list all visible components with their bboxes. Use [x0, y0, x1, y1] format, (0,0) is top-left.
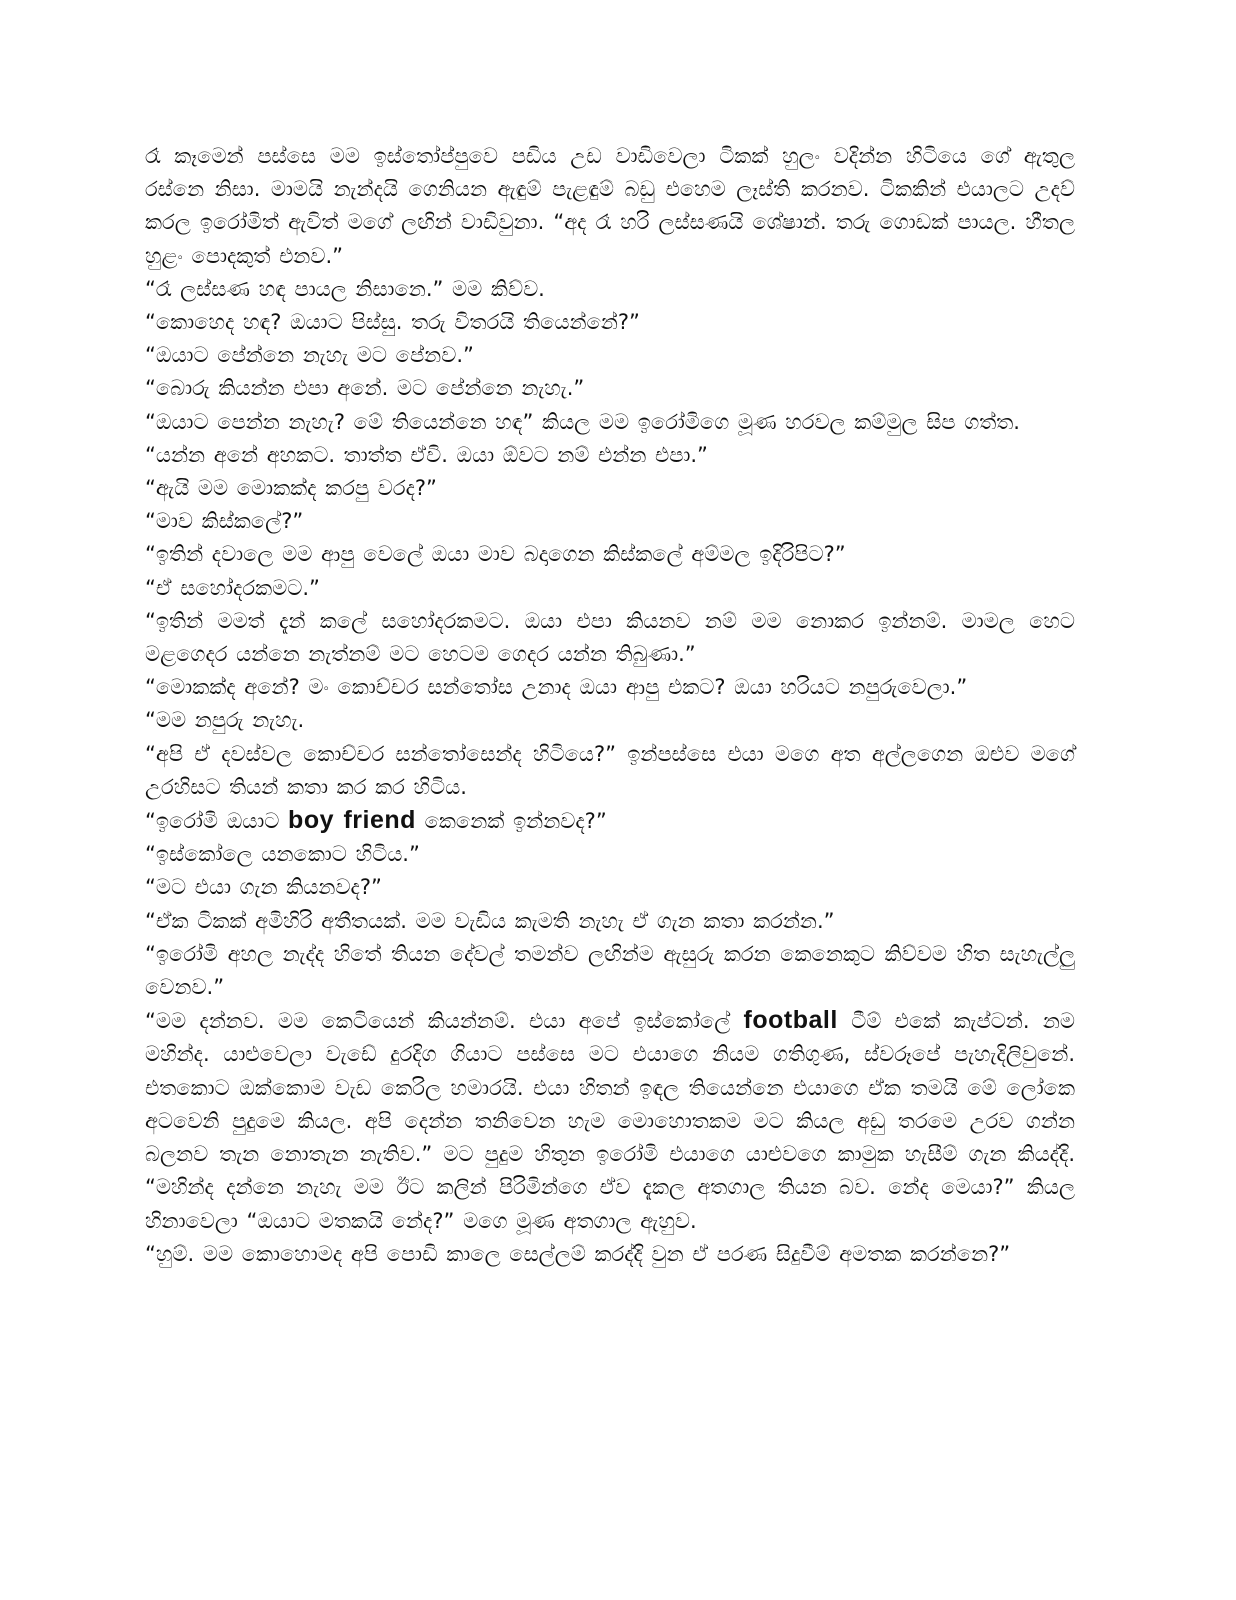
paragraph-text: “ඉතින් මමත් දැන් කලේ සහෝදරකමට. ඔයා එපා කියනව නම් මම නොකර ඉන්නම්. මාමල හෙට මළගෙදර යන්නෙ නැත්නම් මට හෙටම ගෙදර යන්න තිබුණා.” [145, 608, 1075, 667]
paragraph [145, 505, 1075, 538]
paragraph [145, 572, 1075, 605]
paragraph-text: “ඔයාට පෙන්න නැහැ? මේ තියෙන්නෙ හඳ” කියල මම ඉරෝමිගෙ මූණ හරවල කම්මුල සිප ගත්ත. [145, 409, 1020, 434]
paragraph-text: කෙනෙක් ඉන්නවද?” [415, 809, 607, 834]
paragraph-text: “මාව කිස්කලේ?” [145, 509, 304, 534]
paragraph [145, 1004, 1075, 1237]
paragraph [145, 273, 1075, 306]
paragraph-text: “ඉරෝමි අහල නැද්ද හිතේ තියන දේවල් තමන්ව ලඟින්ම ඇසුරු කරන කෙනෙකුට කිව්වම හිත සැහැල්ලු වෙනව.” [145, 941, 1075, 1000]
paragraph [145, 838, 1075, 871]
paragraph [145, 605, 1075, 671]
paragraph-text: “ඉරෝමි ඔයාට [145, 809, 289, 834]
paragraph [145, 671, 1075, 704]
paragraph-text: “මම දන්නව. මම කෙටියෙන් කියන්නම්. එයා අපේ ඉස්කෝලේ [145, 1009, 744, 1034]
paragraph-text: “මොකක්ද අනේ? මං කොච්චර සන්තෝස උනාද ඔයා ආපු එකට? ඔයා හරියට නපුරුවෙලා.” [145, 675, 968, 700]
paragraph-text: “මට එයා ගැන කියනවද?” [145, 875, 382, 900]
paragraph-text: “අපි ඒ දවස්වල කොච්චර සන්තෝසෙන්ද හිටියෙ?” ඉන්පස්සෙ එයා මගෙ අත අල්ලගෙන ඔළුව මගේ උරහිසට තියන් කතා කර කර හිටිය. [145, 741, 1075, 799]
paragraph [145, 538, 1075, 571]
paragraph-text: රෑ කෑමෙන් පස්සෙ මම ඉස්තෝප්පුවෙ පඩිය උඩ වාඩිවෙලා ටිකක් හුලං වදින්න හිටියෙ ගේ ඇතුල රස්නෙ නිසා. මාමයි නැන්දයි ගෙනියන ඇඳුම් පැළඳුම් බඩු එහෙම ලෑස්ති කරනව. ටිකකින් එයාලට උදව් කරල ඉරෝමිත් ඇවිත් මගේ ලඟින් වාඩිවුනා. “අද රෑ හරි ලස්සණයි ශේෂාන්. තරු ගොඩක් පායල. හීතල හුළං පොදකුත් එනව.” [145, 144, 1075, 268]
paragraph-text: “කොහෙද හඳ? ඔයාට පිස්සු. තරු විතරයි තියෙන්නේ?” [145, 310, 640, 335]
paragraph [145, 140, 1075, 273]
paragraph [145, 339, 1075, 372]
story-text [145, 140, 1075, 1271]
paragraph-text: “බොරු කියන්න එපා අනේ. මට පේන්නෙ නැහැ.” [145, 376, 585, 401]
paragraph-text: ටීම් එකේ කැප්ටන්. නම මහින්ද. යාළුවෙලා වැඩේ දුරදිග ගියාට පස්සෙ මට එයාගෙ නියම ගතිගුණ, ස්වරූපේ පැහැදිලිවුනේ. එතකොට ඔක්කොම වැඩ කෙරිල හමාරයි. එයා හිතන් ඉඳල තියෙන්නෙ එයාගෙ ඒක තමයි මේ ලෝකෙ අටවෙනි පුදුමෙ කියල. අපි දෙන්න තනිවෙන හැම මොහොතකම මට කියල අඩු තරමෙ උරව ගන්න බලනව තැන නොතැන නැතිව.” මට පුදුම හිතුන ඉරෝමි එයාගෙ යාළුවගෙ කාමුක හැසීම් ගැන කියද්දි. “මහින්ද දන්නෙ නැහැ මම ඊට කලින් පිරිමින්ගෙ ඒව දැකල අතගාල තියන බව. නේද මෙයා?” කියල හිනාවෙලා “ඔයාට මතකයි නේද?” මගෙ මූණ අතගාල ඇහුව. [145, 1009, 1075, 1233]
paragraph-text: “මම නපුරු නැහැ. [145, 708, 305, 733]
paragraph-text: “යන්න අනේ අහකට. තාත්ත ඒවි. ඔයා ඕවට නම් එන්න එපා.” [145, 442, 708, 467]
paragraph [145, 738, 1075, 804]
paragraph [145, 804, 1075, 838]
latin-term: football [743, 1006, 838, 1035]
latin-term: boy friend [288, 806, 416, 835]
paragraph-text: “රෑ ලස්සණ හඳ පායල නිසානෙ.” මම කිව්ව. [145, 276, 545, 301]
paragraph [145, 704, 1075, 737]
paragraph [145, 938, 1075, 1004]
paragraph [145, 306, 1075, 339]
paragraph [145, 372, 1075, 405]
paragraph-text: “ඒ සහෝදරකමට.” [145, 575, 320, 600]
paragraph [145, 1238, 1075, 1271]
paragraph-text: “හුම්. මම කොහොමද අපි පොඩි කාලෙ සෙල්ලම් කරද්දි වුන ඒ පරණ සිදුවීම් අමතක කරන්නෙ?” [145, 1241, 1011, 1266]
paragraph-text: “ඉතින් දවාලෙ මම ආපු වෙලේ ඔයා මාව බදාගෙන කිස්කලේ අම්මල ඉදිරිපිට?” [145, 542, 846, 567]
paragraph [145, 406, 1075, 439]
paragraph-text: “ඒක ටිකක් අමිහිරි අතීතයක්. මම වැඩිය කැමති නැහැ ඒ ගැන කතා කරන්න.” [145, 908, 835, 933]
paragraph [145, 905, 1075, 938]
paragraph [145, 439, 1075, 472]
paragraph-text: “ඔයාට පේන්නෙ නැහැ මට පේනව.” [145, 343, 474, 368]
paragraph [145, 871, 1075, 904]
paragraph-text: “ඉස්කෝලෙ යනකොට හිටිය.” [145, 842, 420, 867]
paragraph [145, 472, 1075, 505]
paragraph-text: “ඇයි මම මොකක්ද කරපු වරද?” [145, 476, 437, 501]
